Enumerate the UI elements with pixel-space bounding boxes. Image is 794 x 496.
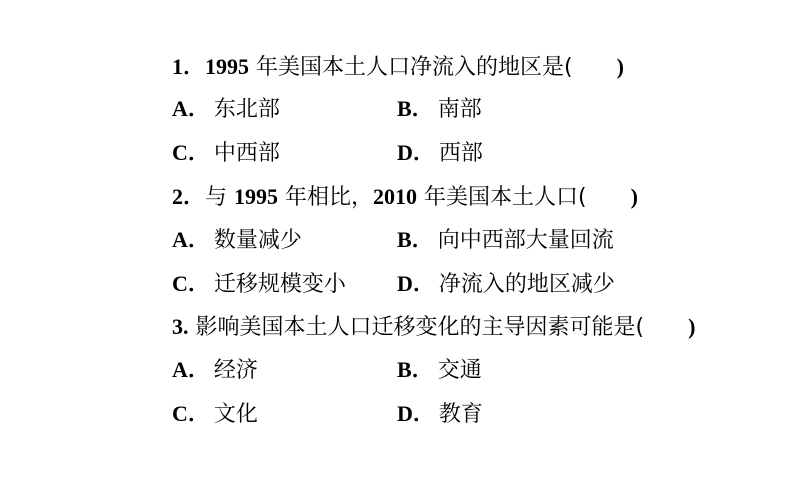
question-3-stem [172,307,695,347]
question-2-close: ) [630,184,638,209]
option-1b[interactable]: B． 南部 [397,96,482,122]
question-3-number: 3. [172,314,189,339]
option-2d[interactable]: D． 净流入的地区减少 [397,271,615,297]
question-1-blank[interactable] [573,55,617,80]
question-1-year: 1995 [205,54,250,79]
option-3b[interactable]: B． 交通 [397,357,482,383]
option-1c[interactable]: C． 中西部 [172,140,280,166]
question-2-stem [172,177,638,217]
question-2-blank[interactable] [587,185,631,210]
question-2-text-1: 与 [205,185,235,210]
option-1a[interactable]: A． 东北部 [172,96,280,122]
question-1-number: 1． [172,54,206,79]
question-3-text: 影响美国本土人口迁移变化的主导因素可能是( [188,315,645,340]
question-1-stem [172,47,624,87]
option-3a[interactable]: A． 经济 [172,357,258,383]
option-2c[interactable]: C． 迁移规模变小 [172,271,346,297]
option-3d[interactable]: D． 教育 [397,401,483,427]
question-2-text-3: 年美国本土人口( [417,185,587,210]
question-2-year-2: 2010 [373,184,418,209]
question-2-year-1: 1995 [234,184,279,209]
question-3-blank[interactable] [644,315,688,340]
question-1-close: ) [616,54,624,79]
option-2b[interactable]: B． 向中西部大量回流 [397,227,614,253]
option-3c[interactable]: C． 文化 [172,401,258,427]
question-1-text: 年美国本土人口净流入的地区是( [249,55,573,80]
question-3-close: ) [688,314,696,339]
option-1d[interactable]: D． 西部 [397,140,483,166]
question-2-text-2: 年相比， [278,185,374,210]
option-2a[interactable]: A． 数量减少 [172,227,302,253]
question-2-number: 2． [172,184,206,209]
